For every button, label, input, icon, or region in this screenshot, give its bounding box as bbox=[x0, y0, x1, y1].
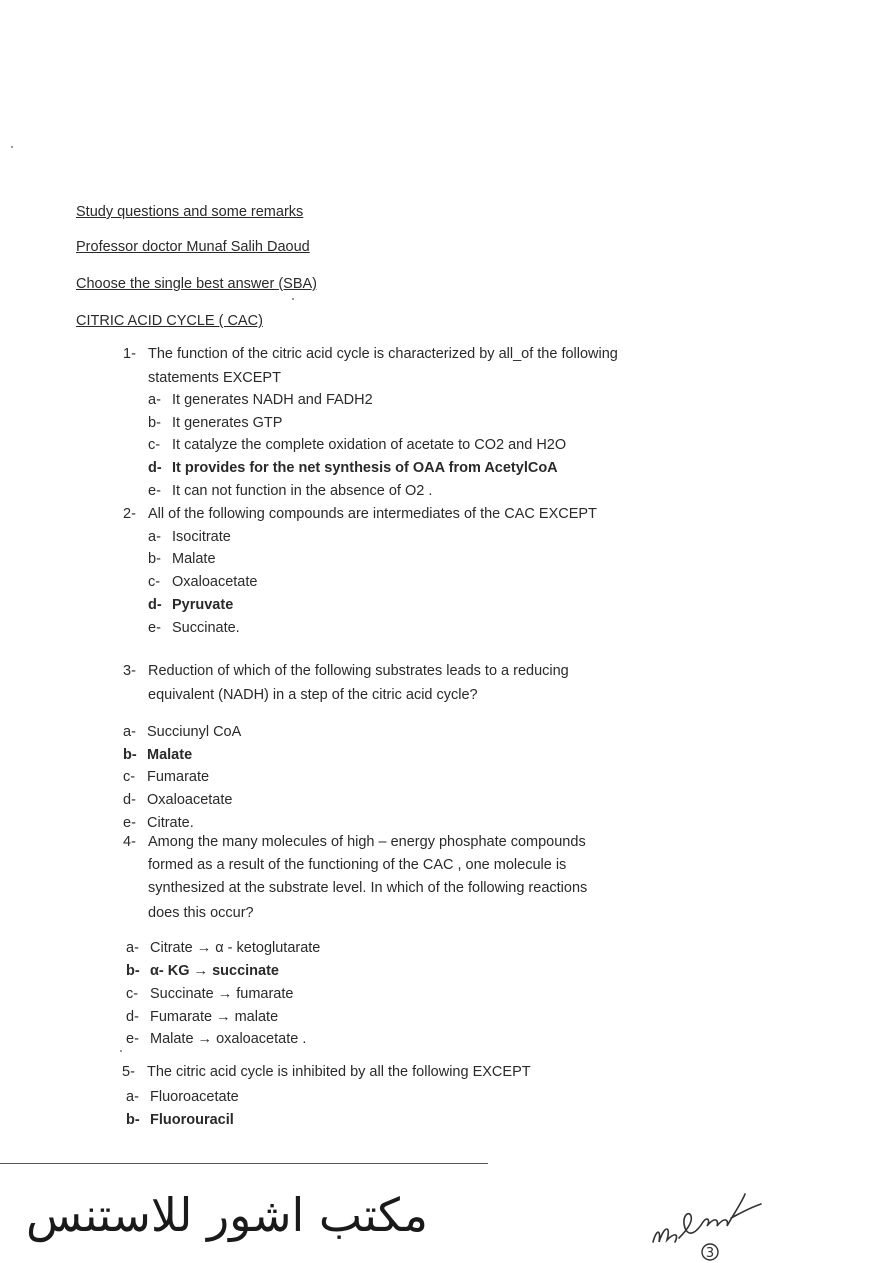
option-text: It provides for the net synthesis of OAA from AcetylCoA bbox=[172, 460, 558, 476]
option-item-answer bbox=[126, 1112, 234, 1128]
option-item bbox=[148, 551, 216, 567]
section-heading: CITRIC ACID CYCLE ( CAC) bbox=[76, 313, 263, 329]
question-text-cont: synthesized at the substrate level. In which of the following reactions bbox=[148, 880, 588, 896]
question-text-cont: formed as a result of the functioning of the CAC , one molecule is bbox=[148, 857, 567, 873]
question-text-cont: statements EXCEPT bbox=[148, 370, 281, 386]
option-label: c- bbox=[148, 437, 161, 453]
scan-speck bbox=[292, 298, 294, 300]
scan-speck bbox=[11, 146, 13, 148]
page-number: 3 bbox=[705, 1246, 715, 1261]
option-label: a- bbox=[148, 392, 161, 408]
question-text-cont: equivalent (NADH) in a step of the citric acid cycle? bbox=[148, 687, 478, 703]
option-label: e- bbox=[148, 620, 161, 636]
option-label: b- bbox=[123, 747, 137, 763]
option-label: b- bbox=[126, 963, 140, 979]
option-text: It generates GTP bbox=[172, 415, 283, 431]
option-label: d- bbox=[123, 792, 136, 808]
question-text: Reduction of which of the following substrates leads to a reducing bbox=[148, 663, 569, 679]
option-text: Succiunyl CoA bbox=[147, 724, 242, 740]
option-item bbox=[148, 415, 282, 431]
question-number: 3- bbox=[123, 663, 136, 679]
option-text: Fumarate bbox=[147, 769, 210, 785]
footer-arabic-stamp: مكتب اشور للاستنس bbox=[25, 1188, 428, 1242]
author-line: Professor doctor Munaf Salih Daoud bbox=[76, 239, 310, 255]
option-item bbox=[126, 986, 293, 1002]
option-text: Isocitrate bbox=[172, 529, 231, 545]
option-label: b- bbox=[126, 1112, 140, 1128]
option-label: c- bbox=[148, 574, 161, 590]
scan-speck bbox=[120, 1050, 122, 1052]
option-label: e- bbox=[126, 1031, 139, 1047]
option-text: It can not function in the absence of O2 . bbox=[172, 483, 433, 499]
question-1 bbox=[123, 346, 618, 362]
option-text: Citrate → α - ketoglutarate bbox=[150, 940, 321, 956]
option-item bbox=[148, 437, 566, 453]
question-number: 2- bbox=[123, 506, 136, 522]
option-label: d- bbox=[148, 460, 162, 476]
option-item bbox=[126, 1009, 278, 1025]
option-item-answer bbox=[126, 963, 279, 979]
question-number: 5- bbox=[122, 1064, 135, 1080]
option-item bbox=[148, 620, 240, 636]
option-text: α- KG → succinate bbox=[150, 963, 279, 979]
option-label: a- bbox=[123, 724, 136, 740]
question-number: 1- bbox=[123, 346, 136, 362]
option-text: Malate → oxaloacetate . bbox=[150, 1031, 307, 1047]
option-item bbox=[123, 815, 194, 831]
option-label: d- bbox=[126, 1009, 139, 1025]
option-item bbox=[148, 392, 373, 408]
option-label: a- bbox=[126, 940, 139, 956]
option-text: Malate bbox=[172, 551, 216, 567]
option-label: b- bbox=[148, 415, 161, 431]
question-text: All of the following compounds are intermediates of the CAC EXCEPT bbox=[148, 506, 597, 522]
question-2 bbox=[123, 506, 597, 522]
option-item bbox=[126, 1089, 239, 1105]
option-label: e- bbox=[148, 483, 161, 499]
option-label: c- bbox=[123, 769, 136, 785]
option-text: Fluorouracil bbox=[150, 1112, 234, 1128]
instruction-line: Choose the single best answer (SBA) bbox=[76, 276, 317, 292]
doc-title: Study questions and some remarks bbox=[76, 204, 304, 220]
question-3 bbox=[123, 663, 569, 679]
option-item bbox=[148, 483, 432, 499]
option-item bbox=[123, 792, 232, 808]
option-label: c- bbox=[126, 986, 139, 1002]
question-number: 4- bbox=[123, 834, 136, 850]
option-text: Fluoroacetate bbox=[150, 1089, 239, 1105]
question-4 bbox=[123, 834, 586, 850]
option-item bbox=[126, 940, 320, 956]
option-item-answer bbox=[123, 747, 192, 763]
option-text: Oxaloacetate bbox=[172, 574, 258, 590]
option-item bbox=[148, 529, 231, 545]
option-item-answer bbox=[148, 460, 558, 476]
option-item bbox=[123, 769, 209, 785]
option-label: a- bbox=[126, 1089, 139, 1105]
option-label: e- bbox=[123, 815, 136, 831]
question-text: The citric acid cycle is inhibited by all the following EXCEPT bbox=[147, 1064, 531, 1080]
option-item bbox=[123, 724, 241, 740]
option-text: It generates NADH and FADH2 bbox=[172, 392, 373, 408]
signature-mark bbox=[645, 1180, 775, 1262]
question-text-cont: does this occur? bbox=[148, 905, 254, 921]
footer-divider bbox=[0, 1163, 488, 1164]
option-text: Succinate. bbox=[172, 620, 240, 636]
option-item bbox=[126, 1031, 306, 1047]
option-item bbox=[148, 574, 257, 590]
option-text: Malate bbox=[147, 747, 193, 763]
option-label: a- bbox=[148, 529, 161, 545]
question-text: The function of the citric acid cycle is characterized by all_of the following bbox=[148, 346, 618, 362]
option-text: Citrate. bbox=[147, 815, 194, 831]
option-text: It catalyze the complete oxidation of acetate to CO2 and H2O bbox=[172, 437, 567, 453]
question-text: Among the many molecules of high – energy phosphate compounds bbox=[148, 834, 586, 850]
option-text: Fumarate → malate bbox=[150, 1009, 279, 1025]
option-text: Pyruvate bbox=[172, 597, 234, 613]
option-label: d- bbox=[148, 597, 162, 613]
option-text: Oxaloacetate bbox=[147, 792, 233, 808]
option-label: b- bbox=[148, 551, 161, 567]
question-5 bbox=[122, 1064, 531, 1080]
option-item-answer bbox=[148, 597, 233, 613]
option-text: Succinate → fumarate bbox=[150, 986, 294, 1002]
